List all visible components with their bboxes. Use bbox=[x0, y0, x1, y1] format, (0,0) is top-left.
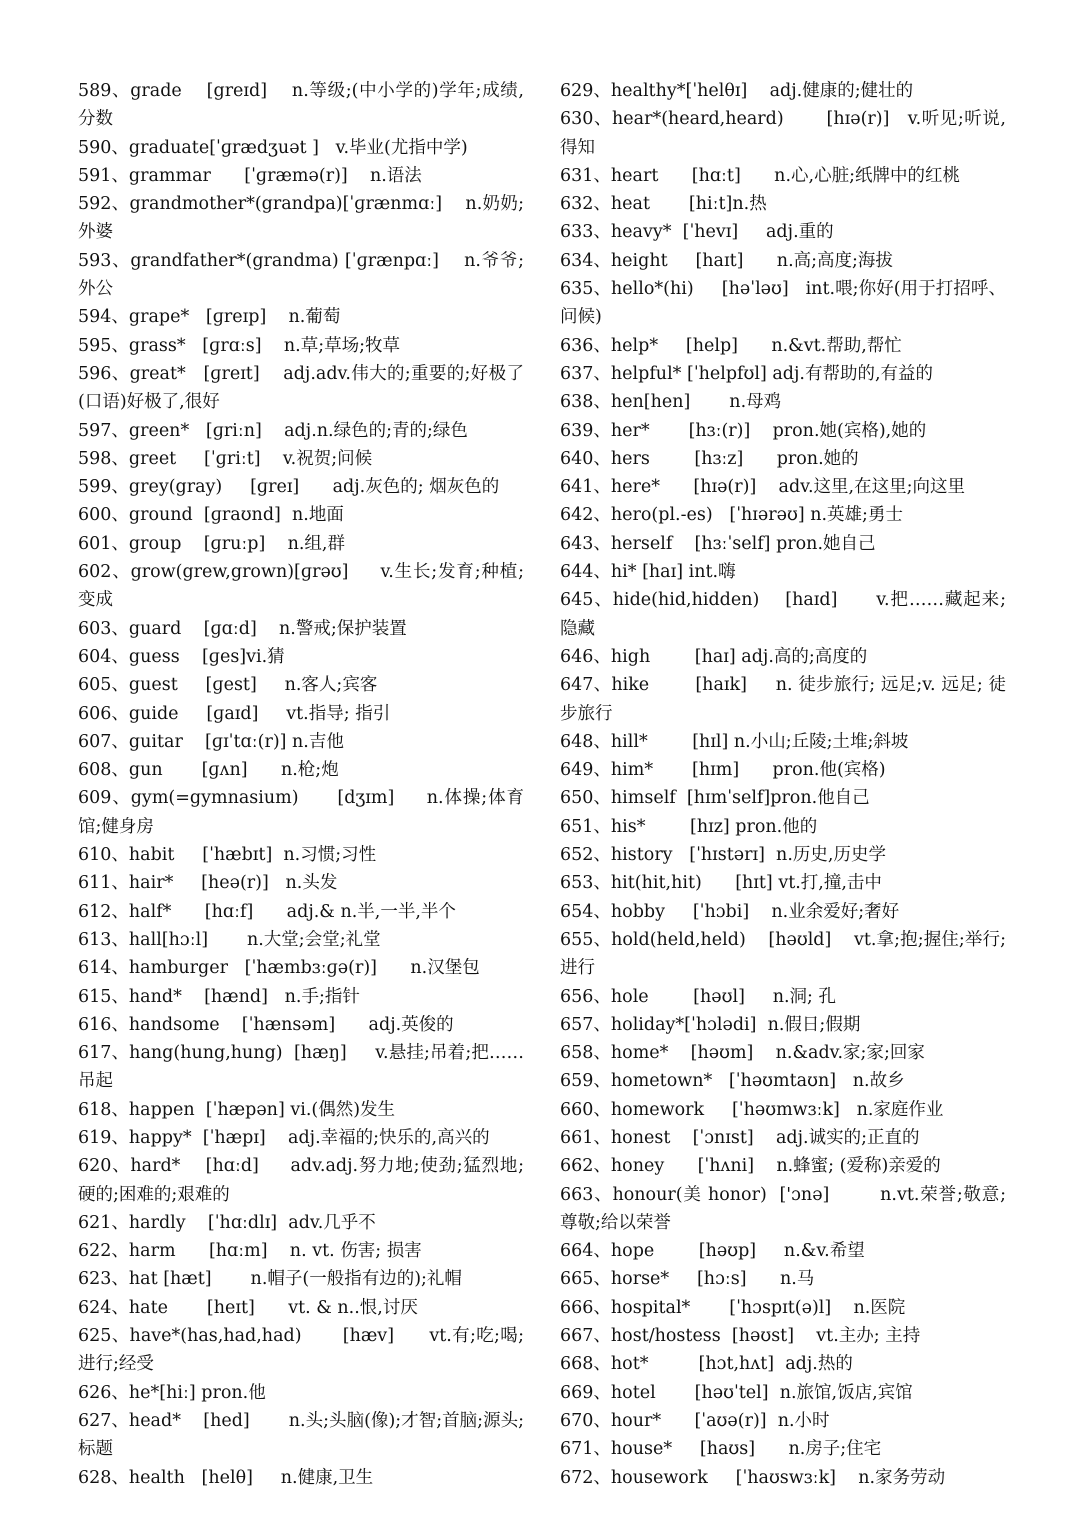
vocabulary-entry: 628、health [helθ] n.健康,卫生 bbox=[78, 1467, 374, 1488]
vocabulary-entry: 658、home* [həʊm] n.&adv.家;家;回家 bbox=[560, 1043, 925, 1064]
vocabulary-entry: 645、hide(hid,hidden) [haɪd] v.把……藏起来;隐藏 bbox=[560, 590, 1006, 639]
vocabulary-entry: 601、group [ɡruːp] n.组,群 bbox=[78, 533, 345, 554]
vocabulary-entry: 622、harm [hɑːm] n. vt. 伤害; 损害 bbox=[78, 1241, 422, 1262]
vocabulary-entry: 636、help* [help] n.&vt.帮助,帮忙 bbox=[560, 335, 902, 356]
vocabulary-entry: 635、hello*(hi) [həˈləʊ] int.喂;你好(用于打招呼、问候) bbox=[560, 279, 1006, 328]
vocabulary-entry: 621、hardly [ˈhɑːdlɪ] adv.几乎不 bbox=[78, 1212, 376, 1233]
vocabulary-entry: 670、hour* [ˈaʊə(r)] n.小时 bbox=[560, 1410, 830, 1431]
vocabulary-entry: 650、himself [hɪmˈself]pron.他自己 bbox=[560, 788, 870, 809]
vocabulary-entry: 666、hospital* [ˈhɔspɪt(ə)l] n.医院 bbox=[560, 1297, 906, 1318]
vocabulary-entry: 656、hole [həʊl] n.洞; 孔 bbox=[560, 986, 837, 1007]
vocabulary-entry: 644、hi* [haɪ] int.嗨 bbox=[560, 562, 736, 583]
vocabulary-entry: 604、guess [ɡes]vi.猜 bbox=[78, 646, 285, 667]
vocabulary-entry: 606、guide [ɡaɪd] vt.指导; 指引 bbox=[78, 703, 391, 724]
vocabulary-entry: 631、heart [hɑːt] n.心,心脏;纸牌中的红桃 bbox=[560, 165, 960, 186]
vocabulary-entry: 597、green* [ɡriːn] adj.n.绿色的;青的;绿色 bbox=[78, 420, 468, 441]
vocabulary-entry: 647、hike [haɪk] n. 徒步旅行; 远足;v. 远足; 徒步旅行 bbox=[560, 675, 1006, 724]
vocabulary-entry: 590、graduate[ˈɡrædʒuət ] v.毕业(尤指中学) bbox=[78, 137, 468, 158]
vocabulary-entry: 652、history [ˈhɪstərɪ] n.历史,历史学 bbox=[560, 845, 886, 866]
vocabulary-entry: 659、hometown* [ˈhəʊmtaʊn] n.故乡 bbox=[560, 1071, 905, 1092]
vocabulary-entry: 671、house* [haʊs] n.房子;住宅 bbox=[560, 1439, 882, 1460]
vocabulary-entry: 654、hobby [ˈhɔbi] n.业余爱好;奢好 bbox=[560, 901, 900, 922]
vocabulary-entry: 640、hers [hɜːz] pron.她的 bbox=[560, 448, 859, 469]
vocabulary-entry: 612、half* [hɑːf] adj.& n.半,一半,半个 bbox=[78, 901, 456, 922]
vocabulary-entry: 596、great* [ɡreɪt] adj.adv.伟大的;重要的;好极了(口语)好极了,很好 bbox=[78, 363, 524, 413]
vocabulary-entry: 626、he*[hiː] pron.他 bbox=[78, 1382, 266, 1403]
vocabulary-entry: 657、holiday*[ˈhɔlədi] n.假日;假期 bbox=[560, 1014, 861, 1035]
vocabulary-entry: 608、gun [ɡʌn] n.枪;炮 bbox=[78, 760, 339, 781]
vocabulary-entry: 638、hen[hen] n.母鸡 bbox=[560, 392, 782, 413]
vocabulary-entry: 661、honest [ˈɔnɪst] adj.诚实的;正直的 bbox=[560, 1127, 920, 1148]
vocabulary-entry: 614、hamburger [ˈhæmbɜːɡə(r)] n.汉堡包 bbox=[78, 958, 480, 979]
vocabulary-entry: 665、horse* [hɔːs] n.马 bbox=[560, 1269, 815, 1290]
vocabulary-entry: 594、grape* [ɡreɪp] n.葡萄 bbox=[78, 307, 341, 328]
vocabulary-entry: 603、guard [ɡɑːd] n.警戒;保护装置 bbox=[78, 618, 407, 639]
vocabulary-entry: 633、heavy* [ˈhevɪ] adj.重的 bbox=[560, 222, 834, 243]
vocabulary-entry: 619、happy* [ˈhæpɪ] adj.幸福的;快乐的,高兴的 bbox=[78, 1127, 490, 1148]
vocabulary-entry: 610、habit [ˈhæbɪt] n.习惯;习性 bbox=[78, 845, 377, 866]
vocabulary-entry: 641、here* [hɪə(r)] adv.这里,在这里;向这里 bbox=[560, 477, 965, 498]
vocabulary-entry: 589、grade [greɪd] n.等级;(中小学的)学年;成绩,分数 bbox=[78, 81, 524, 130]
vocabulary-entry: 632、heat [hiːt]n.热 bbox=[560, 194, 767, 215]
vocabulary-entry: 649、him* [hɪm] pron.他(宾格) bbox=[560, 760, 886, 781]
vocabulary-entry: 669、hotel [həʊˈtel] n.旅馆,饭店,宾馆 bbox=[560, 1382, 913, 1403]
vocabulary-entry: 651、his* [hɪz] pron.他的 bbox=[560, 816, 818, 837]
vocabulary-entry: 625、have*(has,had,had) [hæv] vt.有;吃;喝;进行;经受 bbox=[78, 1326, 524, 1375]
vocabulary-entry: 639、her* [hɜː(r)] pron.她(宾格),她的 bbox=[560, 420, 927, 441]
vocabulary-entry: 615、hand* [hænd] n.手;指针 bbox=[78, 986, 360, 1007]
vocabulary-entry: 653、hit(hit,hit) [hɪt] vt.打,撞,击中 bbox=[560, 873, 882, 894]
vocabulary-entry: 600、ground [ɡraʊnd] n.地面 bbox=[78, 505, 344, 526]
vocabulary-entry: 630、hear*(heard,heard) [hɪə(r)] v.听见;听说,得知 bbox=[560, 109, 1006, 158]
vocabulary-entry: 648、hill* [hɪl] n.小山;丘陵;土堆;斜坡 bbox=[560, 731, 909, 752]
vocabulary-entry: 593、grandfather*(grandma) [ˈɡrænpɑː] n.爷爷;外公 bbox=[78, 250, 524, 300]
vocabulary-entry: 617、hang(hung,hung) [hæŋ] v.悬挂;吊着;把……吊起 bbox=[78, 1043, 524, 1092]
vocabulary-entry: 642、hero(pl.-es) [ˈhɪərəʊ] n.英雄;勇士 bbox=[560, 505, 903, 526]
vocabulary-entry: 643、herself [hɜːˈself] pron.她自己 bbox=[560, 533, 876, 554]
vocabulary-entry: 618、happen [ˈhæpən] vi.(偶然)发生 bbox=[78, 1099, 396, 1120]
vocabulary-entry: 634、height [haɪt] n.高;高度;海拔 bbox=[560, 250, 893, 271]
vocabulary-entry: 613、hall[hɔːl] n.大堂;会堂;礼堂 bbox=[78, 929, 381, 950]
vocabulary-entry: 623、hat [hæt] n.帽子(一般指有边的);礼帽 bbox=[78, 1269, 462, 1290]
vocabulary-entry: 595、grass* [ɡrɑːs] n.草;草场;牧草 bbox=[78, 335, 400, 356]
vocabulary-entry: 664、hope [həʊp] n.&v.希望 bbox=[560, 1241, 865, 1262]
vocabulary-entry: 598、greet [ˈɡriːt] v.祝贺;问候 bbox=[78, 448, 373, 469]
vocabulary-entry: 655、hold(held,held) [həʊld] vt.拿;抱;握住;举行;进行 bbox=[560, 929, 1006, 979]
vocabulary-entry: 620、hard* [hɑːd] adv.adj.努力地;使劲;猛烈地;硬的;困难的;艰难的 bbox=[78, 1156, 524, 1205]
vocabulary-entry: 629、healthy*[ˈhelθɪ] adj.健康的;健壮的 bbox=[560, 81, 914, 101]
vocabulary-entry: 605、guest [ɡest] n.客人;宾客 bbox=[78, 675, 378, 696]
vocabulary-entry: 668、hot* [hɔt,hʌt] adj.热的 bbox=[560, 1354, 853, 1375]
vocabulary-entry: 667、host/hostess [həʊst] vt.主办; 主持 bbox=[560, 1326, 921, 1347]
vocabulary-entry: 609、gym(=gymnasium) [dʒɪm] n.体操;体育馆;健身房 bbox=[78, 788, 524, 837]
vocabulary-entry: 662、honey [ˈhʌni] n.蜂蜜; (爱称)亲爱的 bbox=[560, 1156, 941, 1177]
vocabulary-entry: 646、high [haɪ] adj.高的;高度的 bbox=[560, 646, 868, 667]
vocabulary-entry: 672、housework [ˈhaʊswɜːk] n.家务劳动 bbox=[560, 1467, 946, 1488]
vocabulary-entry: 663、honour(美 honor) ['ɔnə] n.vt.荣誉;敬意;尊敬;给以荣誉 bbox=[560, 1184, 1006, 1233]
vocabulary-entry: 637、helpful* [ˈhelpfʊl] adj.有帮助的,有益的 bbox=[560, 363, 934, 384]
vocabulary-entry: 660、homework [ˈhəʊmwɜːk] n.家庭作业 bbox=[560, 1099, 944, 1120]
vocabulary-entry: 624、hate [heɪt] vt. & n..恨,讨厌 bbox=[78, 1297, 418, 1318]
vocabulary-entry: 616、handsome [ˈhænsəm] adj.英俊的 bbox=[78, 1014, 454, 1035]
vocabulary-column-left bbox=[78, 77, 524, 1492]
vocabulary-entry: 607、guitar [ɡɪˈtɑː(r)] n.吉他 bbox=[78, 731, 344, 752]
vocabulary-entry: 592、grandmother*(grandpa)[ˈɡrænmɑː] n.奶奶;外婆 bbox=[78, 194, 524, 243]
vocabulary-entry: 627、head* [hed] n.头;头脑(像);才智;首脑;源头;标题 bbox=[78, 1410, 524, 1460]
vocabulary-entry: 591、grammar [ˈɡræmə(r)] n.语法 bbox=[78, 165, 422, 186]
vocabulary-column-right bbox=[560, 77, 1006, 1492]
vocabulary-entry: 602、grow(grew,grown)[ɡrəʊ] v.生长;发育;种植;变成 bbox=[78, 562, 524, 611]
vocabulary-entry: 599、grey(gray) [ɡreɪ] adj.灰色的; 烟灰色的 bbox=[78, 477, 500, 498]
vocabulary-entry: 611、hair* [heə(r)] n.头发 bbox=[78, 873, 338, 894]
